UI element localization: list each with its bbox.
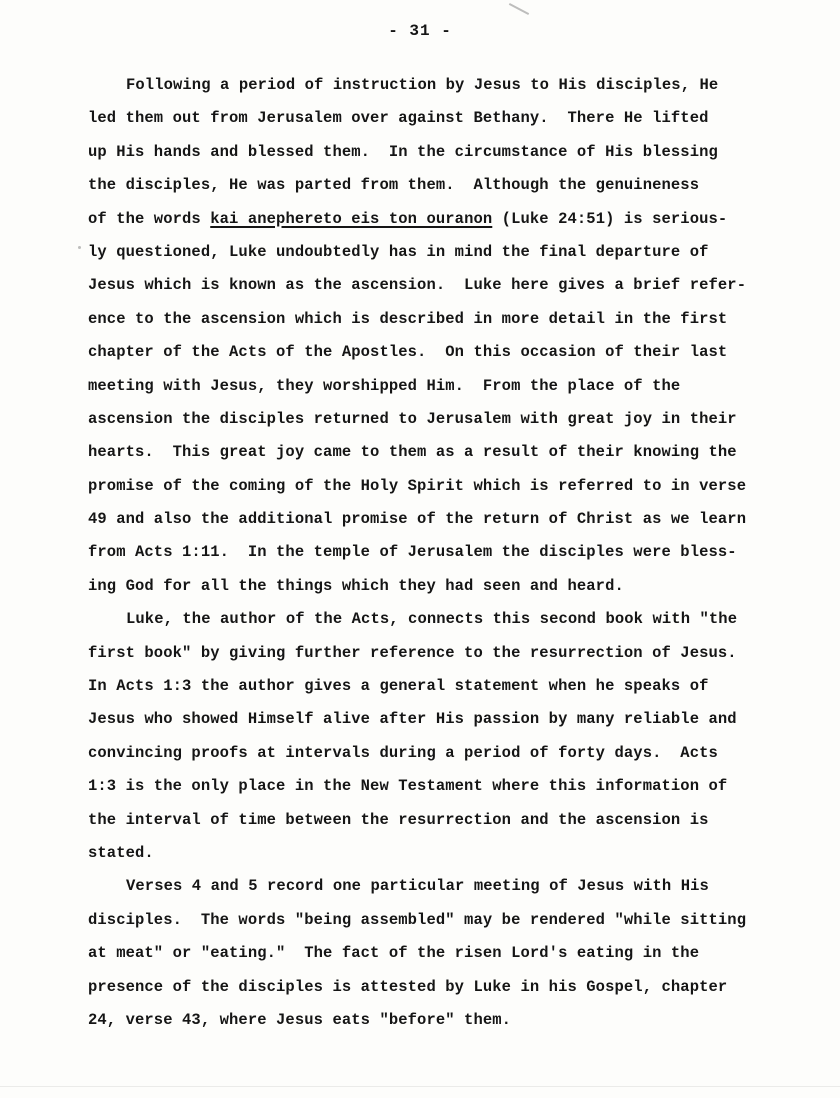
text-line: Luke, the author of the Acts, connects this second book with "the [126,610,738,629]
text-line: at meat" or "eating." The fact of the risen Lord's eating in the [88,944,700,963]
page-number: - 31 - [388,22,452,40]
text-line: from Acts 1:11. In the temple of Jerusalem the disciples were bless- [88,543,737,562]
text-line: Jesus who showed Himself alive after His passion by many reliable and [88,710,737,729]
text-line: ly questioned, Luke undoubtedly has in mind the final departure of [88,242,709,261]
scan-artifact [509,3,529,15]
text-line: ascension the disciples returned to Jerusalem with great joy in their [88,409,737,428]
text-line: 49 and also the additional promise of the return of Christ as we learn [88,510,747,529]
text-line: 24, verse 43, where Jesus eats "before" them. [88,1010,512,1029]
text-line: ence to the ascension which is described in more detail in the first [88,309,728,328]
text-line: 1:3 is the only place in the New Testament where this information of [88,777,728,796]
text-line [88,203,808,236]
scan-artifact [0,1086,840,1087]
text-line: meeting with Jesus, they worshipped Him. From the place of the [88,376,681,395]
scan-artifact [78,246,81,249]
text-line: Following a period of instruction by Jesus to His disciples, He [126,76,719,94]
text-line: up His hands and blessed them. In the circumstance of His blessing [88,142,718,161]
text-line: ing God for all the things which they had seen and heard. [88,576,624,595]
text-line: promise of the coming of the Holy Spirit which is referred to in verse [88,476,747,495]
text-line: stated. [88,843,154,862]
text-line: convincing proofs at intervals during a period of forty days. Acts [88,743,718,762]
paragraph [88,870,808,1037]
text-line: In Acts 1:3 the author gives a general statement when he speaks of [88,677,709,696]
paragraph [88,603,808,870]
text-line: led them out from Jerusalem over against Bethany. There He lifted [88,109,709,128]
underlined-greek-phrase: kai anephereto eis ton ouranon [210,209,493,228]
text-segment: of the words [88,209,211,228]
text-line: first book" by giving further reference to the resurrection of Jesus. [88,643,737,662]
body-text [88,69,808,1037]
text-line: the disciples, He was parted from them. Although the genuineness [88,176,700,195]
text-segment: (Luke 24:51) is serious- [492,209,728,228]
text-line: Jesus which is known as the ascension. Luke here gives a brief refer- [88,276,747,295]
text-line: hearts. This great joy came to them as a result of their knowing the [88,443,737,462]
text-line: chapter of the Acts of the Apostles. On this occasion of their last [88,343,728,362]
text-line: presence of the disciples is attested by Luke in his Gospel, chapter [88,977,728,996]
paragraph [88,69,808,603]
text-line: Verses 4 and 5 record one particular meeting of Jesus with His [126,877,709,896]
text-line: the interval of time between the resurrection and the ascension is [88,810,709,829]
text-line: disciples. The words "being assembled" may be rendered "while sitting [88,910,747,929]
